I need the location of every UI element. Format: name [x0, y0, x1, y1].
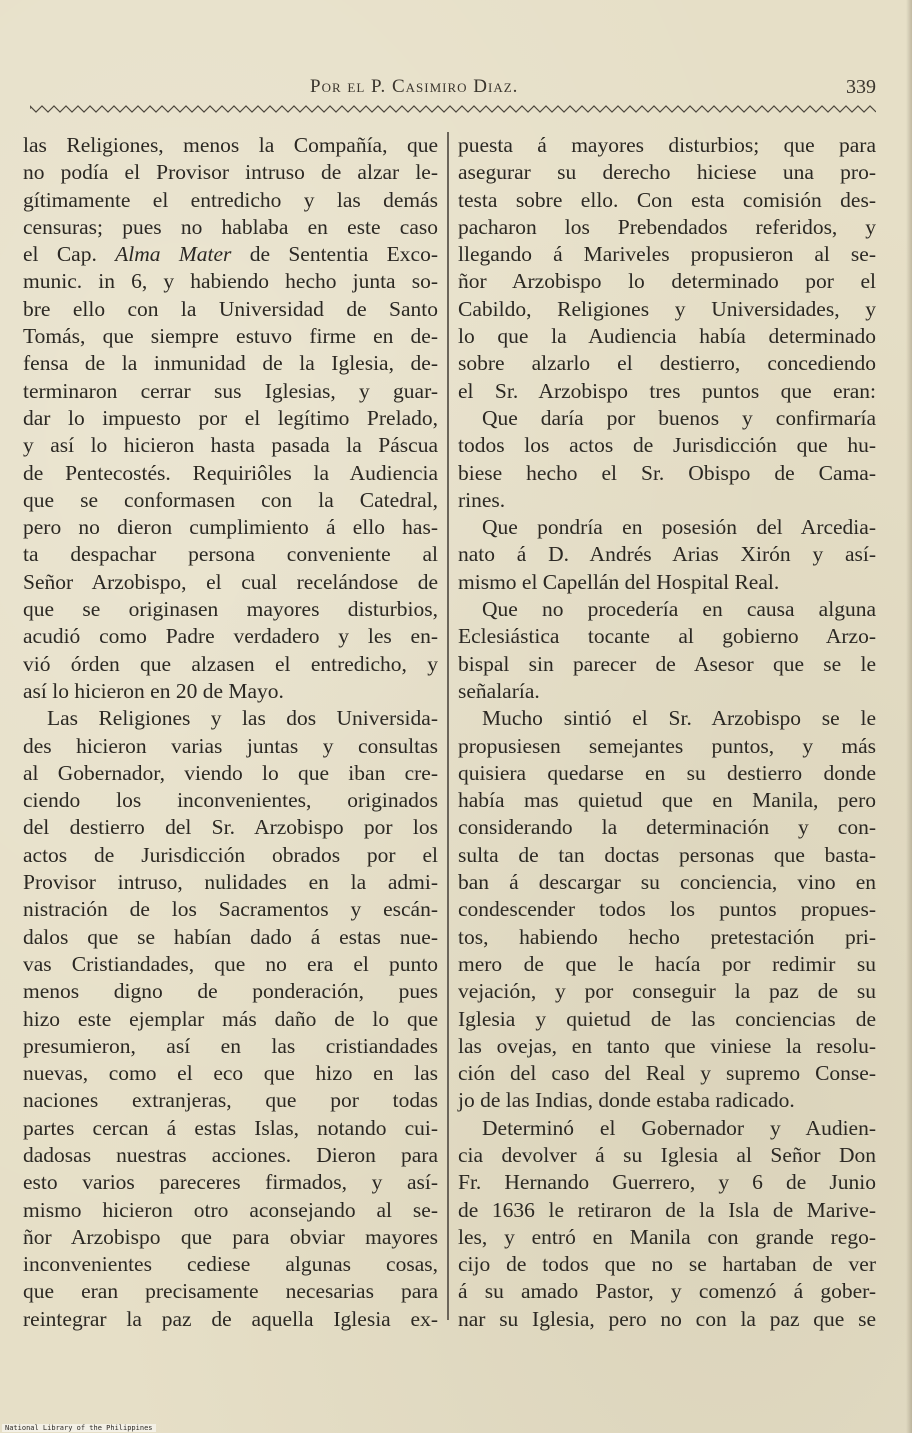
text-line: Las Religiones y las dos Universida-: [47, 706, 438, 731]
text-line: nato á D. Andrés Arias Xirón y así-: [458, 542, 876, 567]
text-line: terminaron cerrar sus Iglesias, y guar-: [23, 378, 438, 403]
text-line: Cabildo, Religiones y Universidades, y: [458, 296, 876, 321]
text-line: Que daría por buenos y confirmaría: [482, 405, 876, 430]
text-line: cia devolver á su Iglesia al Señor Don: [458, 1142, 876, 1167]
text-line: rines.: [458, 487, 506, 512]
text-line: al Gobernador, viendo lo que iban cre-: [23, 760, 438, 785]
text-line: Provisor intruso, nulidades en la admi-: [23, 870, 438, 895]
page-edge-shadow: [906, 0, 912, 1433]
text-line: dalos que se habían dado á estas nue-: [23, 924, 438, 949]
text-line: reintegrar la paz de aquella Iglesia ex-: [23, 1306, 438, 1331]
text-line: nuevas, como el eco que hizo en las: [23, 1061, 438, 1086]
text-line: considerando la determinación y con-: [458, 815, 876, 840]
text-line: el Cap. Alma Mater de Sententia Exco-: [23, 242, 438, 267]
text-line: el Sr. Arzobispo tres puntos que eran:: [458, 378, 876, 403]
text-line: fensa de la inmunidad de la Iglesia, de-: [23, 351, 438, 376]
text-line: pacharon los Prebendados referidos, y: [458, 214, 876, 239]
text-line: actos de Jurisdicción obrados por el: [23, 842, 438, 867]
text-line: á su amado Pastor, y comenzó á gober-: [458, 1279, 876, 1304]
text-line: bispal sin parecer de Asesor que se le: [458, 651, 876, 676]
text-line: Que pondría en posesión del Arcedia-: [482, 515, 876, 540]
text-line: munic. in 6, y habiendo hecho junta so-: [23, 269, 438, 294]
text-line: quisiera quedarse en su destierro donde: [458, 760, 876, 785]
text-line: nistración de los Sacramentos y escán-: [23, 897, 438, 922]
text-line: lo que la Audiencia había determinado: [458, 324, 876, 349]
text-line: las ovejas, en tanto que viniese la resolu-: [458, 1033, 876, 1058]
text-line: propusiesen semejantes puntos, y más: [458, 733, 876, 758]
text-line: las Religiones, menos la Compañía, que: [23, 133, 438, 157]
text-line: dar lo impuesto por el legítimo Prelado,: [23, 405, 438, 430]
text-line: había mas quietud que en Manila, pero: [458, 788, 876, 813]
right-column: [458, 132, 876, 1333]
text-line: tos, habiendo hecho pretestación pri-: [458, 924, 876, 949]
column-divider: [447, 132, 449, 1320]
text-line: Eclesiástica tocante al gobierno Arzo-: [458, 624, 876, 649]
text-line: gítimamente el entredicho y las demás: [23, 187, 438, 212]
text-line: Que no procedería en causa alguna: [482, 597, 876, 622]
text-line: ción del caso del Real y supremo Conse-: [458, 1061, 876, 1086]
italic-title: Alma Mater: [115, 242, 232, 267]
text-line: presumieron, así en las cristiandades: [23, 1033, 438, 1058]
text-line: que se conformasen con la Catedral,: [23, 487, 438, 512]
running-head: Por el P. Casimiro Diaz.: [310, 76, 519, 97]
text-line: vas Cristiandades, que no era el punto: [23, 951, 438, 976]
text-line: mero de que le hacía por redimir su: [458, 951, 876, 976]
text-line: no podía el Provisor intruso de alzar le-: [23, 160, 438, 185]
library-credit: National Library of the Philippines: [2, 1424, 156, 1432]
text-line: pero no dieron cumplimiento á ello has-: [23, 515, 438, 540]
text-line: sulta de tan doctas personas que basta-: [458, 842, 876, 867]
text-line: biese hecho el Sr. Obispo de Cama-: [458, 460, 876, 485]
text-line: Iglesia y quietud de las conciencias de: [458, 1006, 876, 1031]
text-line: les, y entró en Manila con grande rego-: [458, 1224, 876, 1249]
text-line: bre ello con la Universidad de Santo: [23, 296, 438, 321]
text-line: que se originasen mayores disturbios,: [23, 597, 438, 622]
text-line: Determinó el Gobernador y Audien-: [482, 1115, 876, 1140]
text-line: vejación, y por conseguir la paz de su: [458, 979, 876, 1004]
text-line: señalaría.: [458, 678, 540, 703]
text-line: esto varios pareceres firmados, y así-: [23, 1170, 438, 1195]
text-line: llegando á Mariveles propusieron al se-: [458, 242, 876, 267]
page-number: 339: [846, 76, 876, 98]
text-line: del destierro del Sr. Arzobispo por los: [23, 815, 438, 840]
text-line: inconvenientes cediese algunas cosas,: [23, 1252, 438, 1277]
text-line: que eran precisamente necesarias para: [23, 1279, 438, 1304]
text-line: acudió como Padre verdadero y les en-: [23, 624, 438, 649]
text-line: censuras; pues no hablaba en este caso: [23, 214, 438, 239]
text-line: menos digno de ponderación, pues: [23, 979, 438, 1004]
text-line: partes cercan á estas Islas, notando cui-: [23, 1115, 438, 1140]
text-line: ñor Arzobispo lo determinado por el: [458, 269, 876, 294]
text-line: mismo hicieron otro aconsejando al se-: [23, 1197, 438, 1222]
left-column: [23, 132, 438, 1333]
ornamental-rule: [30, 104, 876, 114]
text-line: Mucho sintió el Sr. Arzobispo se le: [482, 706, 876, 731]
text-line: Fr. Hernando Guerrero, y 6 de Junio: [458, 1170, 876, 1195]
text-line: hizo este ejemplar más daño de lo que: [23, 1006, 438, 1031]
text-line: condescender todos los puntos propues-: [458, 897, 876, 922]
text-line: sobre alzarlo el destierro, concediendo: [458, 351, 876, 376]
text-line: naciones extranjeras, que por todas: [23, 1088, 438, 1113]
text-line: y así lo hicieron hasta pasada la Páscua: [23, 433, 438, 458]
text-line: cijo de todos que no se hartaban de ver: [458, 1252, 876, 1277]
text-line: de Pentecostés. Requiriôles la Audiencia: [23, 460, 438, 485]
text-line: testa sobre ello. Con esta comisión des-: [458, 187, 876, 212]
text-line: de 1636 le retiraron de la Isla de Marive-: [458, 1197, 876, 1222]
text-line: mismo el Capellán del Hospital Real.: [458, 569, 780, 594]
text-line: puesta á mayores disturbios; que para: [458, 133, 876, 157]
page-header: [30, 74, 880, 104]
text-line: todos los actos de Jurisdicción que hu-: [458, 433, 876, 458]
text-line: jo de las Indias, donde estaba radicado.: [458, 1088, 795, 1113]
text-line: ta despachar persona conveniente al: [23, 542, 438, 567]
text-line: nar su Iglesia, pero no con la paz que se: [458, 1306, 876, 1331]
text-line: Tomás, que siempre estuvo firme en de-: [23, 324, 438, 349]
text-line: vió órden que alzasen el entredicho, y: [23, 651, 438, 676]
text-line: ciendo los inconvenientes, originados: [23, 788, 438, 813]
text-line: ban á descargar su conciencia, vino en: [458, 870, 876, 895]
text-line: así lo hicieron en 20 de Mayo.: [23, 678, 284, 703]
text-line: dadosas nuestras acciones. Dieron para: [23, 1142, 438, 1167]
text-line: Señor Arzobispo, el cual recelándose de: [23, 569, 438, 594]
text-line: asegurar su derecho hiciese una pro-: [458, 160, 876, 185]
text-line: des hicieron varias juntas y consultas: [23, 733, 438, 758]
text-line: ñor Arzobispo que para obviar mayores: [23, 1224, 438, 1249]
